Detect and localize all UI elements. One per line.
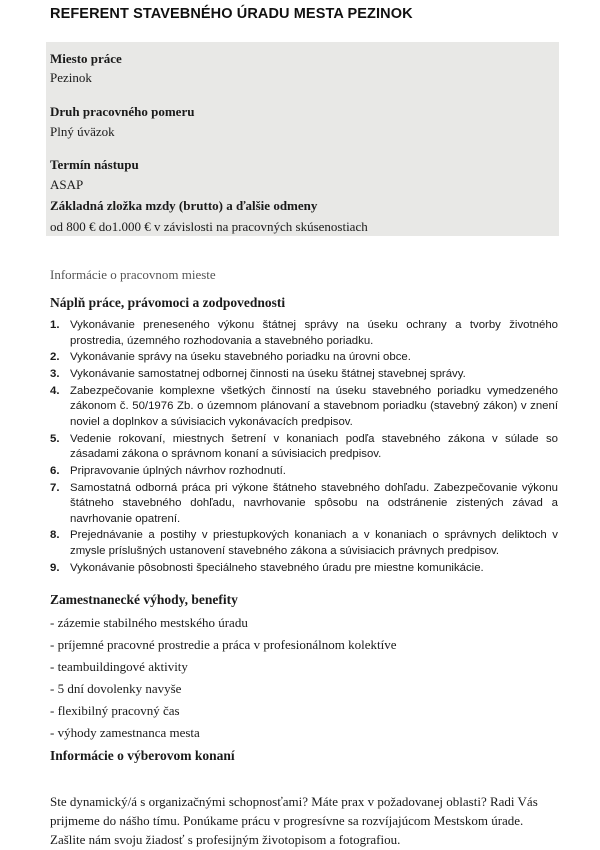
duty-item: 2. Vykonávanie správy na úseku stavebného poriadku na úrovni obce. bbox=[50, 351, 411, 364]
place-label: Miesto práce bbox=[50, 51, 122, 66]
duty-item: 6. Pripravovanie úplných návrhov rozhodnutí. bbox=[50, 464, 286, 477]
duty-item: 1. Vykonávanie preneseného výkonu štátnej správy na úseku ochrany a tvorby životného prostredia, územného rozhodovania a stavebného poriadku. bbox=[50, 319, 558, 347]
closing-line: Zašlite nám svoju žiadosť s profesijným životopisom a fotografiou. bbox=[50, 832, 401, 847]
selection-heading: Informácie o výberovom konaní bbox=[50, 748, 235, 763]
benefit-item: - flexibilný pracovný čas bbox=[50, 703, 180, 718]
duties-list bbox=[50, 318, 558, 577]
closing-line: prijmeme do nášho tímu. Ponúkame prácu v progresívne sa rozvíjajúcom Mestskom úrade. bbox=[50, 813, 524, 828]
duty-item: 9. Vykonávanie pôsobnosti špeciálneho stavebného úradu pre miestne komunikácie. bbox=[50, 561, 484, 574]
place-value: Pezinok bbox=[50, 70, 92, 85]
contract-value: Plný úväzok bbox=[50, 124, 115, 139]
benefit-item: - príjemné pracovné prostredie a práca v profesionálnom kolektíve bbox=[50, 637, 397, 652]
salary-label: Základná zložka mzdy (brutto) a ďalšie odmeny bbox=[50, 198, 318, 213]
closing-line: Ste dynamický/á s organizačnými schopnosťami? Máte prax v požadovanej oblasti? Radi Vás bbox=[50, 794, 538, 809]
benefits-list bbox=[50, 612, 397, 744]
benefit-item: - teambuildingové aktivity bbox=[50, 659, 188, 674]
job-title: REFERENT STAVEBNÉHO ÚRADU MESTA PEZINOK bbox=[50, 6, 413, 22]
salary-value: od 800 € do1.000 € v závislosti na pracovných skúsenostiach bbox=[50, 219, 368, 234]
duty-item: 3. Vykonávanie samostatnej odbornej činnosti na úseku štátnej stavebnej správy. bbox=[50, 367, 466, 380]
duty-item: 4. Zabezpečovanie komplexne všetkých činností na úseku stavebného poriadku vymedzeného zákonom č. 50/1976 Zb. o územnom plánovaní a stavebnom poriadku (stavebný zákon) v znení noviel a doplnkov a súvisiacich vykonávacích predpisov. bbox=[50, 384, 558, 428]
start-value: ASAP bbox=[50, 177, 84, 192]
duty-item: 5. Vedenie rokovaní, miestnych šetrení v konaniach podľa stavebného zákona v súlade so zásadami zákona o správnom konaní a súvisiacich predpisov. bbox=[50, 432, 558, 461]
job-info-heading: Informácie o pracovnom mieste bbox=[50, 267, 216, 282]
benefit-item: - výhody zamestnanca mesta bbox=[50, 725, 200, 740]
duty-item: 8. Prejednávanie a postihy v priestupkových konaniach a v konaniach o správnych deliktoch v zmysle príslušných ustanovení stavebného zákona a súvisiacich právnych predpisov. bbox=[50, 529, 558, 557]
closing-paragraph bbox=[50, 792, 560, 849]
benefit-item: - zázemie stabilného mestského úradu bbox=[50, 615, 248, 630]
start-label: Termín nástupu bbox=[50, 157, 139, 172]
benefit-item: - 5 dní dovolenky navyše bbox=[50, 681, 182, 696]
benefits-heading: Zamestnanecké výhody, benefity bbox=[50, 592, 238, 607]
duty-item: 7. Samostatná odborná práca pri výkone štátneho stavebného dohľadu. Zabezpečovanie výkonu štátneho stavebného dohľadu, navrhovanie spôsobu na odstránenie zistených závad a navrhovanie opatrení. bbox=[50, 481, 558, 525]
duties-heading: Náplň práce, právomoci a zodpovednosti bbox=[50, 295, 286, 310]
contract-label: Druh pracovného pomeru bbox=[50, 104, 195, 119]
